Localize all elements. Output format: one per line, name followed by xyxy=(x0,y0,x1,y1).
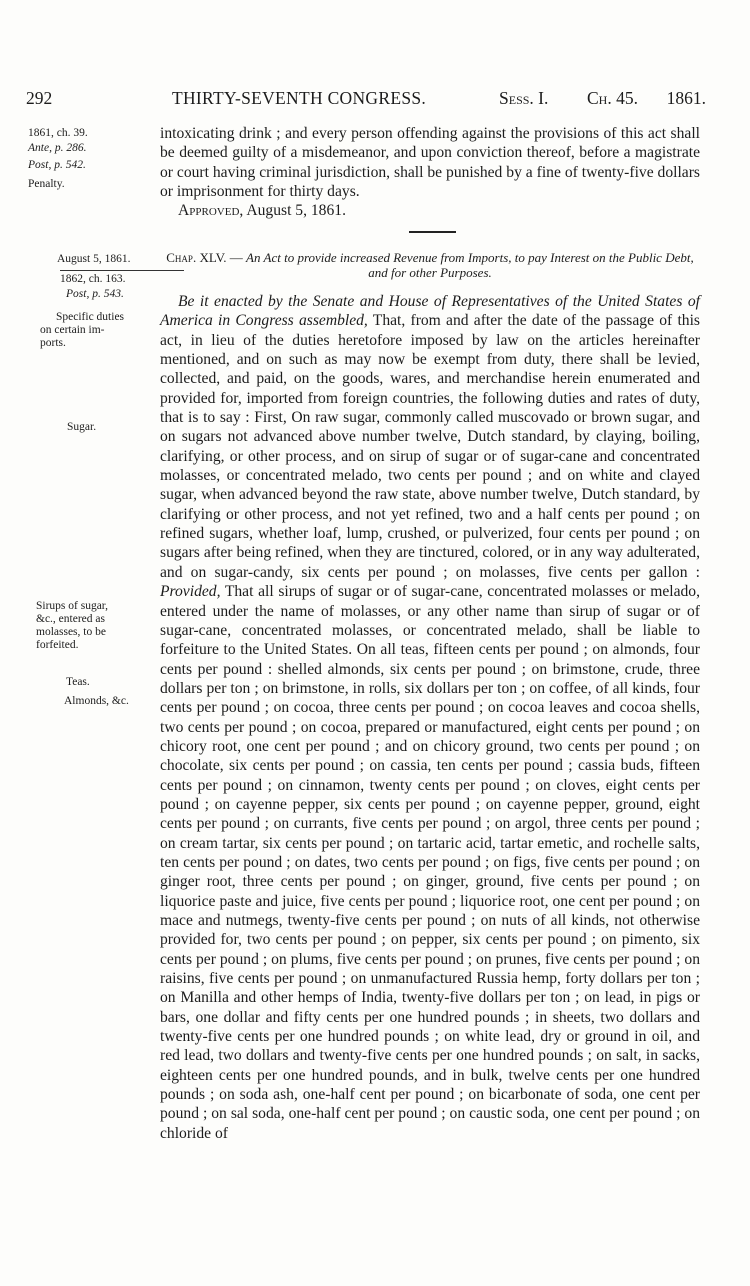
margin-penalty: Penalty. xyxy=(28,178,65,190)
provided-word: Provided, xyxy=(160,583,221,601)
margin-sirups-2: &c., entered as xyxy=(36,613,105,625)
margin-ref-1862: 1862, ch. 163. xyxy=(60,270,184,287)
duties-text-a: That, from and after the date of the passage of this act, in lieu of the duties heretofore imposed by law on the articles hereinafter mentioned, and on such as may now be exempt from duty, there shall be levied, collected, and paid, on the goods, wares, and merchandise herein enumerated and provided for, imported from foreign countries, the following duties and rates of duty, that is to say : First, On raw sugar, commonly called muscovado or brown sugar, and on sugars not advanced above number twelve, Dutch standard, by claying, boiling, clarifying, or other process, and on sirup of sugar or of sugar-cane and concentrated molasses, or concentrated melado, two cents per pound ; and on white and clayed sugar, when advanced beyond the raw state, above number twelve, Dutch standard, by clarifying or other process, and not yet refined, two and a half cents per pound ; on refined sugars, whether loaf, lump, crushed, or pulverized, four cents per pound ; on sugars after being refined, when they are tinctured, colored, or in any way adulterated, and on sugar-candy, six cents per pound ; on molasses, five cents per gallon : xyxy=(160,312,700,581)
margin-sirups-1: Sirups of sugar, xyxy=(36,600,109,612)
header-title: THIRTY-SEVENTH CONGRESS. xyxy=(172,88,427,108)
header-year: 1861. xyxy=(666,88,706,108)
duties-text-b: That all sirups of sugar or of sugar-cane, concentrated molasses or melado, entered under the name of molasses, or any other name than sirup of sugar or of sugar-cane, concentrated molasses, or concentrated melado, shall be liable to forfeiture to the United States. On all teas, fifteen cents per pound ; on almonds, four cents per pound : shelled almonds, six cents per pound ; on brimstone, crude, three dollars per ton ; on brimstone, in rolls, six dollars per ton ; on coffee, of all kinds, four cents per pound ; on cocoa, three cents per pound ; on cocoa leaves and cocoa shells, two cents per pound ; on cocoa, prepared or manufactured, eight cents per pound ; on chicory root, one cent per pound ; and on chicory ground, two cents per pound ; on chocolate, six cents per pound ; on cassia, ten cents per pound ; cassia buds, fifteen cents per pound ; on cinnamon, twenty cents per pound ; on cloves, eight cents per pound ; on cayenne pepper, six cents per pound ; on cayenne pepper, ground, eight cents per pound ; on currants, five cents per pound ; on argol, three cents per pound ; on cream tartar, six cents per pound ; on tartaric acid, tartar emetic, and rochelle salts, ten cents per pound ; on dates, two cents per pound ; on figs, five cents per pound ; on ginger root, three cents per pound ; on ginger, ground, five cents per pound ; on liquorice paste and juice, five cents per pound ; liquorice root, one cent per pound ; on mace and nutmegs, twenty-five cents per pound ; on nuts of all kinds, not otherwise provided for, two cents per pound ; on pepper, six cents per pound ; on pimento, six cents per pound ; on plums, five cents per pound ; on prunes, five cents per pound ; on raisins, five cents per pound ; on unmanufactured Russia hemp, forty dollars per ton ; on Manilla and other hemps of India, twenty-five dollars per ton ; on lead, in pigs or bars, one dollar and fifty cents per one hundred pounds ; in sheets, two dollars and twenty-five cents per one hundred pounds ; on white lead, dry or ground in oil, and red lead, two dollars and twenty-five cents per one hundred pounds ; on salt, in sacks, eighteen cents per one hundred pounds, and in bulk, twelve cents per one hundred pounds ; on soda ash, one-half cent per pound ; on bicarbonate of soda, one cent per pound ; on sal soda, one-half cent per pound ; on caustic soda, one cent per pound ; on chloride of xyxy=(160,583,700,1142)
margin-specific-duties-3: ports. xyxy=(40,337,66,349)
approved-label: Approved, xyxy=(178,202,244,219)
margin-ref-post-543: Post, p. 543. xyxy=(66,288,124,300)
approved-date: August 5, 1861. xyxy=(246,202,346,219)
approved-line xyxy=(178,202,346,220)
margin-sugar: Sugar. xyxy=(67,421,97,433)
enacting-clause: Be it enacted by the Senate and House of Representatives of the United States of America in Congress assembled, xyxy=(160,293,700,330)
chapter-label: Chap. XLV. — xyxy=(166,250,243,265)
main-paragraph xyxy=(160,292,700,1143)
header-session: Sess. I. xyxy=(499,88,549,108)
chapter-title: An Act to provide increased Revenue from Imports, to pay Interest on the Public Debt, and for other Purposes. xyxy=(246,250,694,280)
margin-sirups-3: molasses, to be xyxy=(36,626,106,638)
main-paragraph-text xyxy=(160,292,700,1143)
margin-notes xyxy=(0,0,160,1286)
header-chapter: Ch. 45. xyxy=(587,88,638,108)
page-number: 292 xyxy=(26,88,53,108)
margin-ref-ante: Ante, p. 286. xyxy=(28,142,87,154)
closing-paragraph xyxy=(160,124,700,201)
margin-almonds: Almonds, &c. xyxy=(64,695,129,707)
chapter-heading xyxy=(160,250,700,280)
margin-date: August 5, 1861. xyxy=(57,253,131,265)
margin-teas: Teas. xyxy=(66,676,90,688)
margin-specific-duties-2: on certain im- xyxy=(40,324,105,336)
margin-ref-1861: 1861, ch. 39. xyxy=(28,127,88,139)
margin-ref-post: Post, p. 542. xyxy=(28,159,86,171)
margin-sirups-4: forfeited. xyxy=(36,639,79,651)
section-divider xyxy=(409,231,456,233)
margin-specific-duties-1: Specific duties xyxy=(56,311,125,323)
closing-paragraph-text: intoxicating drink ; and every person offending against the provisions of this act shall be deemed guilty of a misdemeanor, and upon conviction thereof, before a magistrate or court having criminal jurisdiction, shall be punished by a fine of twenty-five dollars or imprisonment for thirty days. xyxy=(160,125,700,201)
